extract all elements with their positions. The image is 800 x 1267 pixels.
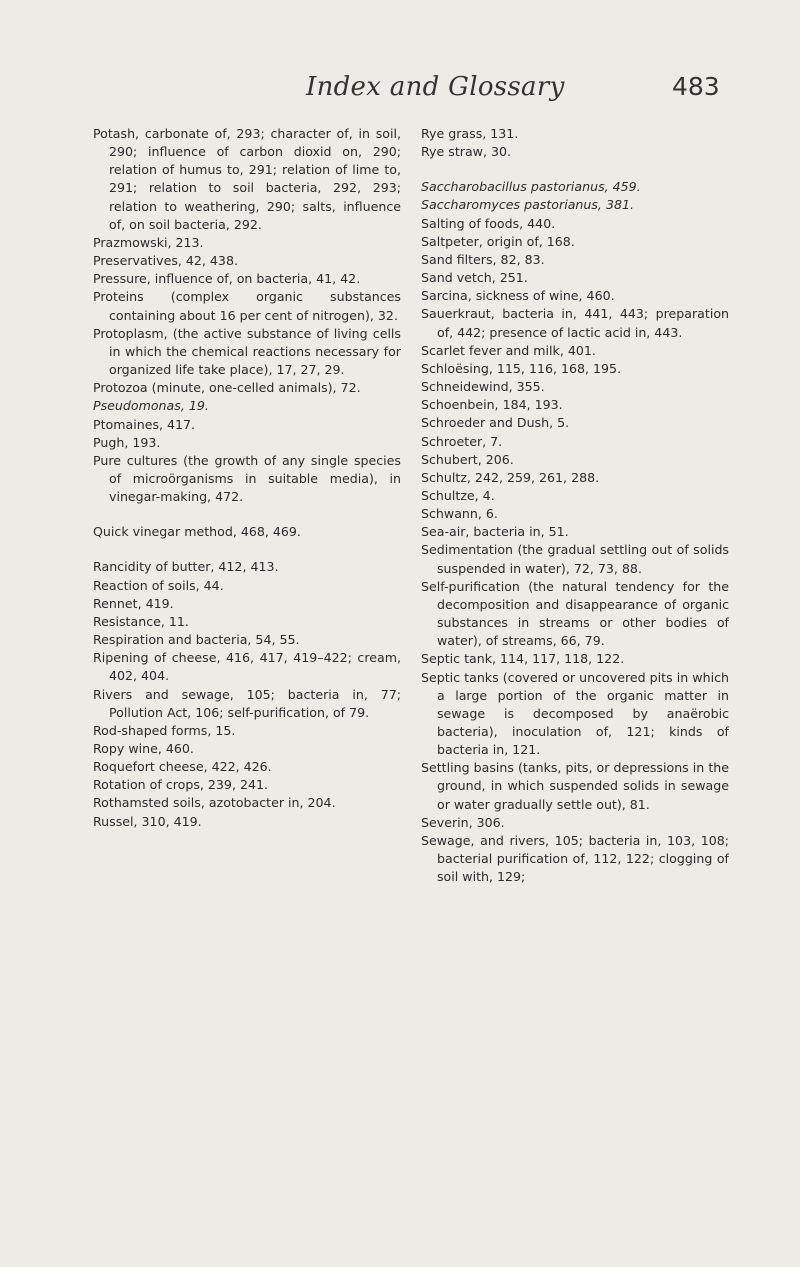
index-entry: Respiration and bacteria, 54, 55.: [93, 632, 300, 648]
index-entry: Saltpeter, origin of, 168.: [421, 233, 575, 249]
index-entry: Sewage, and rivers, 105; bacteria in, 103, 108; bacterial purification of, 112, 122; clogging of soil with, 129;: [421, 832, 729, 885]
index-entry: Schoenbein, 184, 193.: [421, 397, 563, 413]
index-entry: Rothamsted soils, azotobacter in, 204.: [93, 795, 336, 811]
index-entry: Schloësing, 115, 116, 168, 195.: [421, 360, 622, 376]
index-entry: Ripening of cheese, 416, 417, 419–422; cream, 402, 404.: [93, 650, 401, 684]
index-entry: Protoplasm, (the active substance of living cells in which the chemical reactions necessary for organized life take place), 17, 27, 29.: [93, 325, 401, 378]
index-entry: Sauerkraut, bacteria in, 441, 443; preparation of, 442; presence of lactic acid in, 443.: [421, 306, 729, 340]
index-entry: Resistance, 11.: [93, 613, 189, 629]
index-entry: Pressure, influence of, on bacteria, 41, 42.: [93, 271, 361, 287]
index-entry: Sedimentation (the gradual settling out of solids suspended in water), 72, 73, 88.: [421, 542, 729, 576]
index-entry: Schultz, 242, 259, 261, 288.: [421, 469, 600, 485]
index-entry: Rancidity of butter, 412, 413.: [93, 559, 279, 575]
running-title: Index and Glossary: [306, 72, 565, 102]
index-entry: Rotation of crops, 239, 241.: [93, 777, 268, 793]
index-entry: Sand vetch, 251.: [421, 270, 528, 286]
index-entry: Pseudomonas, 19.: [93, 398, 209, 414]
index-entry: Ptomaines, 417.: [93, 416, 196, 432]
index-entry: Preservatives, 42, 438.: [93, 253, 238, 269]
index-entry: Sarcina, sickness of wine, 460.: [421, 288, 615, 304]
index-entry: Reaction of soils, 44.: [93, 577, 224, 593]
index-entry: Self-purification (the natural tendency for the decomposition and disappearance of organic substances in streams or other bodies of water), of streams, 66, 79.: [421, 578, 729, 649]
index-entry: Potash, carbonate of, 293; character of, in soil, 290; influence of carbon dioxid on, 290; relation of humus to, 291; relation of lime to, 291; relation to soil bacteria, 292, 293; relation to weathering, 290; salts, influence of, on soil bacteria, 292.: [93, 126, 401, 232]
index-entry: Proteins (complex organic substances containing about 16 per cent of nitrogen), 32.: [93, 289, 401, 323]
index-entry: Ropy wine, 460.: [93, 741, 194, 756]
index-entry: Rivers and sewage, 105; bacteria in, 77; Pollution Act, 106; self-purification, of 79.: [93, 686, 401, 720]
index-entry: Rye straw, 30.: [421, 144, 511, 160]
index-entry: Roquefort cheese, 422, 426.: [93, 759, 272, 775]
index-entry: Rod-shaped forms, 15.: [93, 722, 236, 738]
index-entry: Quick vinegar method, 468, 469.: [93, 524, 301, 540]
page-number: 483: [672, 72, 720, 101]
index-entry: Severin, 306.: [421, 814, 505, 830]
index-entry: Protozoa (minute, one-celled animals), 72.: [93, 380, 361, 396]
index-column-left: [93, 125, 401, 831]
index-entry: Prazmowski, 213.: [93, 234, 204, 250]
index-entry: Sand filters, 82, 83.: [421, 251, 545, 267]
index-entry: Salting of foods, 440.: [421, 215, 556, 231]
index-entry: Schneidewind, 355.: [421, 379, 545, 395]
index-entry: Rye grass, 131.: [421, 126, 519, 141]
index-entry: Sea-air, bacteria in, 51.: [421, 524, 569, 540]
index-entry: Saccharomyces pastorianus, 381.: [421, 197, 634, 213]
page-header: [0, 72, 800, 112]
index-entry: Schroeter, 7.: [421, 433, 503, 449]
index-entry: Schubert, 206.: [421, 451, 514, 467]
index-entry: Scarlet fever and milk, 401.: [421, 342, 596, 358]
index-entry: Russel, 310, 419.: [93, 813, 202, 829]
index-entry: Schroeder and Dush, 5.: [421, 415, 570, 431]
index-entry: Pugh, 193.: [93, 434, 161, 450]
index-entry: Septic tanks (covered or uncovered pits in which a large portion of the organic matter in sewage is decomposed by anaërobic bacteria), inoculation of, 121; kinds of bacteria in, 121.: [421, 669, 729, 758]
index-entry: Saccharobacillus pastorianus, 459.: [421, 179, 641, 195]
index-entry: Rennet, 419.: [93, 595, 174, 611]
index-entry: Pure cultures (the growth of any single species of microörganisms in suitable media), in vinegar-making, 472.: [93, 452, 401, 505]
index-entry: Schultze, 4.: [421, 487, 495, 503]
index-entry: Schwann, 6.: [421, 506, 498, 522]
index-entry: Settling basins (tanks, pits, or depressions in the ground, in which suspended solids in sewage or water gradually settle out), 81.: [421, 760, 729, 812]
index-column-right: [421, 125, 729, 886]
index-entry: Septic tank, 114, 117, 118, 122.: [421, 651, 625, 667]
